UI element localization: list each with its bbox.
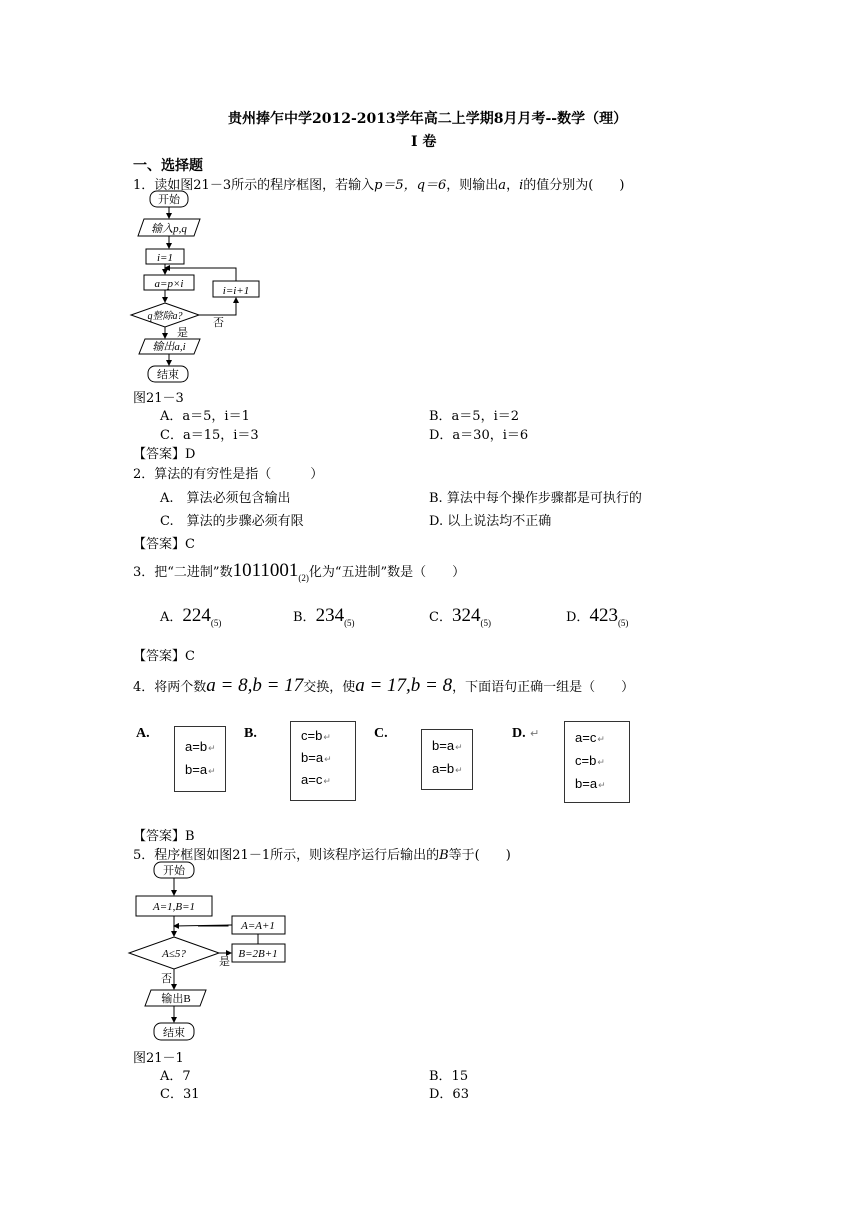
q1-flow-decision: q整除a? (147, 311, 183, 322)
q1-option-c: C．a＝15，i＝3 (160, 428, 259, 443)
q3-option-d (566, 605, 628, 627)
q4-d-line1-text: a=c (575, 730, 597, 745)
q3-answer: 【答案】C (133, 649, 195, 664)
q2-option-d: D. 以上说法均不正确 (429, 514, 552, 529)
q1-flow-output: 输出a,i (152, 341, 186, 353)
q3-text-suffix: 化为“五进制”数是（ ） (308, 565, 466, 580)
q3-text-prefix: 3．把“二进制”数 (133, 565, 233, 580)
q4-d-line3 (575, 776, 606, 791)
q3-text (133, 560, 465, 582)
q3-option-c-base: (5) (480, 618, 491, 628)
q4-option-c-label: C. (374, 726, 388, 741)
q2-option-a: A. 算法必须包含输出 (160, 491, 291, 506)
q4-math1: a = 8,b = 17 (206, 675, 304, 696)
return-mark: ↵ (530, 728, 540, 740)
page-title: 贵州捧乍中学2012-2013学年高二上学期8月月考--数学（理） (228, 111, 628, 127)
return-mark: ↵ (323, 776, 331, 786)
q1-flowchart (128, 188, 268, 388)
q4-b-line3 (301, 772, 331, 787)
q4-option-b-box (290, 721, 356, 801)
q5-flow-end: 结束 (163, 1027, 185, 1039)
q4-a-line1 (185, 739, 216, 754)
q3-option-d-base: (5) (617, 618, 629, 628)
return-mark: ↵ (455, 765, 463, 775)
q5-option-a: A．7 (160, 1069, 191, 1084)
q1-text-suffix: 的值分别为( ) (523, 178, 625, 193)
q1-a-var: a (498, 178, 507, 193)
q4-a-line2 (185, 762, 216, 777)
q4-d-line2 (575, 753, 605, 768)
q5-flow-update: B=2B+1 (238, 948, 278, 960)
q4-b-line3-text: a=c (301, 772, 323, 787)
q5-flowchart (126, 858, 296, 1046)
q3-option-d-label: D． (566, 610, 590, 625)
q4-b-line1-text: c=b (301, 728, 323, 743)
q5-text-suffix: 等于( ) (448, 848, 511, 863)
q3-base: (2) (298, 573, 309, 583)
q1-flow-init: i=1 (157, 252, 173, 264)
q2-option-b: B. 算法中每个操作步骤都是可执行的 (429, 491, 642, 506)
q5-option-d: D．63 (429, 1087, 469, 1102)
q4-text-suffix: ，下面语句正确一组是（ ） (452, 680, 635, 695)
volume-label: I 卷 (411, 134, 437, 150)
q1-text-mid: ，则输出 (446, 178, 499, 193)
q1-option-a: A．a＝5，i＝1 (160, 409, 250, 424)
q3-option-a (160, 605, 221, 627)
q1-q: q＝6 (416, 178, 447, 193)
q4-d-line3-text: b=a (575, 776, 598, 791)
q3-option-c (429, 605, 491, 627)
q4-math2: a = 17,b = 8 (355, 675, 453, 696)
q3-option-d-value: 423 (589, 605, 618, 626)
q2-answer: 【答案】C (133, 537, 195, 552)
q1-caption: 图21－3 (133, 391, 184, 406)
q5-option-c: C．31 (160, 1087, 200, 1102)
q3-option-a-base: (5) (210, 618, 222, 628)
q1-sep: ， (506, 178, 520, 193)
q4-b-line1 (301, 728, 331, 743)
q5-b-var: B (439, 848, 449, 863)
q3-option-b-base: (5) (344, 618, 355, 628)
return-mark: ↵ (455, 742, 463, 752)
q5-flow-yes: 是 (219, 956, 230, 968)
q4-option-c-box (421, 729, 473, 790)
return-mark: ↵ (324, 754, 332, 764)
return-mark: ↵ (597, 734, 605, 744)
q5-option-b: B．15 (429, 1069, 469, 1084)
q1-flow-incr: i=i+1 (222, 285, 250, 297)
q1-flow-end: 结束 (157, 369, 179, 381)
q2-option-c: C. 算法的步骤必须有限 (160, 514, 304, 529)
return-mark: ↵ (208, 766, 216, 776)
q4-c-line1 (432, 738, 463, 753)
q3-option-c-value: 324 (451, 605, 481, 626)
q5-flow-start: 开始 (163, 865, 185, 877)
q4-option-d-label-text: D. (512, 726, 526, 741)
q4-option-d-box (564, 721, 630, 803)
q1-option-d: D．a＝30，i＝6 (429, 428, 529, 443)
return-mark: ↵ (323, 732, 331, 742)
q4-a-line1-text: a=b (185, 739, 208, 754)
q4-text-mid: 交换，使 (303, 680, 356, 695)
q1-flow-start: 开始 (158, 194, 180, 206)
q5-text-prefix: 5．程序框图如图21－1所示，则该程序运行后输出的 (133, 848, 440, 863)
q1-answer: 【答案】D (133, 447, 196, 462)
q4-text-prefix: 4．将两个数 (133, 680, 207, 695)
q3-option-b-label: B． (293, 610, 316, 625)
q1-flow-no: 否 (213, 317, 224, 329)
q4-option-b-label: B. (244, 726, 257, 741)
q1-text-prefix: 1．读如图21－3所示的程序框图，若输入 (133, 178, 375, 193)
q5-flow-init: A=1,B=1 (152, 901, 196, 913)
q5-flow-decision: A≤5? (162, 948, 186, 960)
q5-flow-incr: A=A+1 (241, 920, 275, 932)
q4-c-line1-text: b=a (432, 738, 455, 753)
q4-c-line2 (432, 761, 463, 776)
q3-option-a-label: A． (160, 610, 183, 625)
return-mark: ↵ (208, 743, 216, 753)
q3-option-a-value: 224 (182, 605, 211, 626)
q4-d-line1 (575, 730, 605, 745)
q5-flow-no: 否 (161, 973, 172, 985)
q4-answer: 【答案】B (133, 829, 195, 844)
return-mark: ↵ (598, 780, 606, 790)
q1-i-var: i (519, 178, 524, 193)
q1-p: p＝5， (374, 178, 417, 193)
q4-b-line2-text: b=a (301, 750, 324, 765)
q5-caption: 图21－1 (133, 1051, 184, 1066)
q4-option-a-label: A. (136, 726, 150, 741)
q1-flow-input: 输入p,q (151, 223, 187, 235)
q2-text: 2．算法的有穷性是指（ ） (133, 467, 324, 482)
q3-option-c-label: C． (429, 610, 452, 625)
q4-option-a-box (174, 726, 226, 792)
q1-option-b: B．a＝5，i＝2 (429, 409, 520, 424)
q4-c-line2-text: a=b (432, 761, 455, 776)
q4-option-d-label (512, 726, 539, 742)
q4-text (133, 675, 634, 697)
q3-number: 1011001 (232, 560, 299, 581)
q1-flow-assign: a=p×i (154, 278, 184, 290)
return-mark: ↵ (597, 757, 605, 767)
q3-option-b (293, 605, 355, 627)
section-heading: 一、选择题 (133, 158, 203, 174)
q4-a-line2-text: b=a (185, 762, 208, 777)
q5-flow-output: 输出B (161, 993, 191, 1005)
q4-d-line2-text: c=b (575, 753, 597, 768)
q3-option-b-value: 234 (315, 605, 345, 626)
q1-flow-yes: 是 (177, 327, 188, 339)
q4-b-line2 (301, 750, 332, 765)
